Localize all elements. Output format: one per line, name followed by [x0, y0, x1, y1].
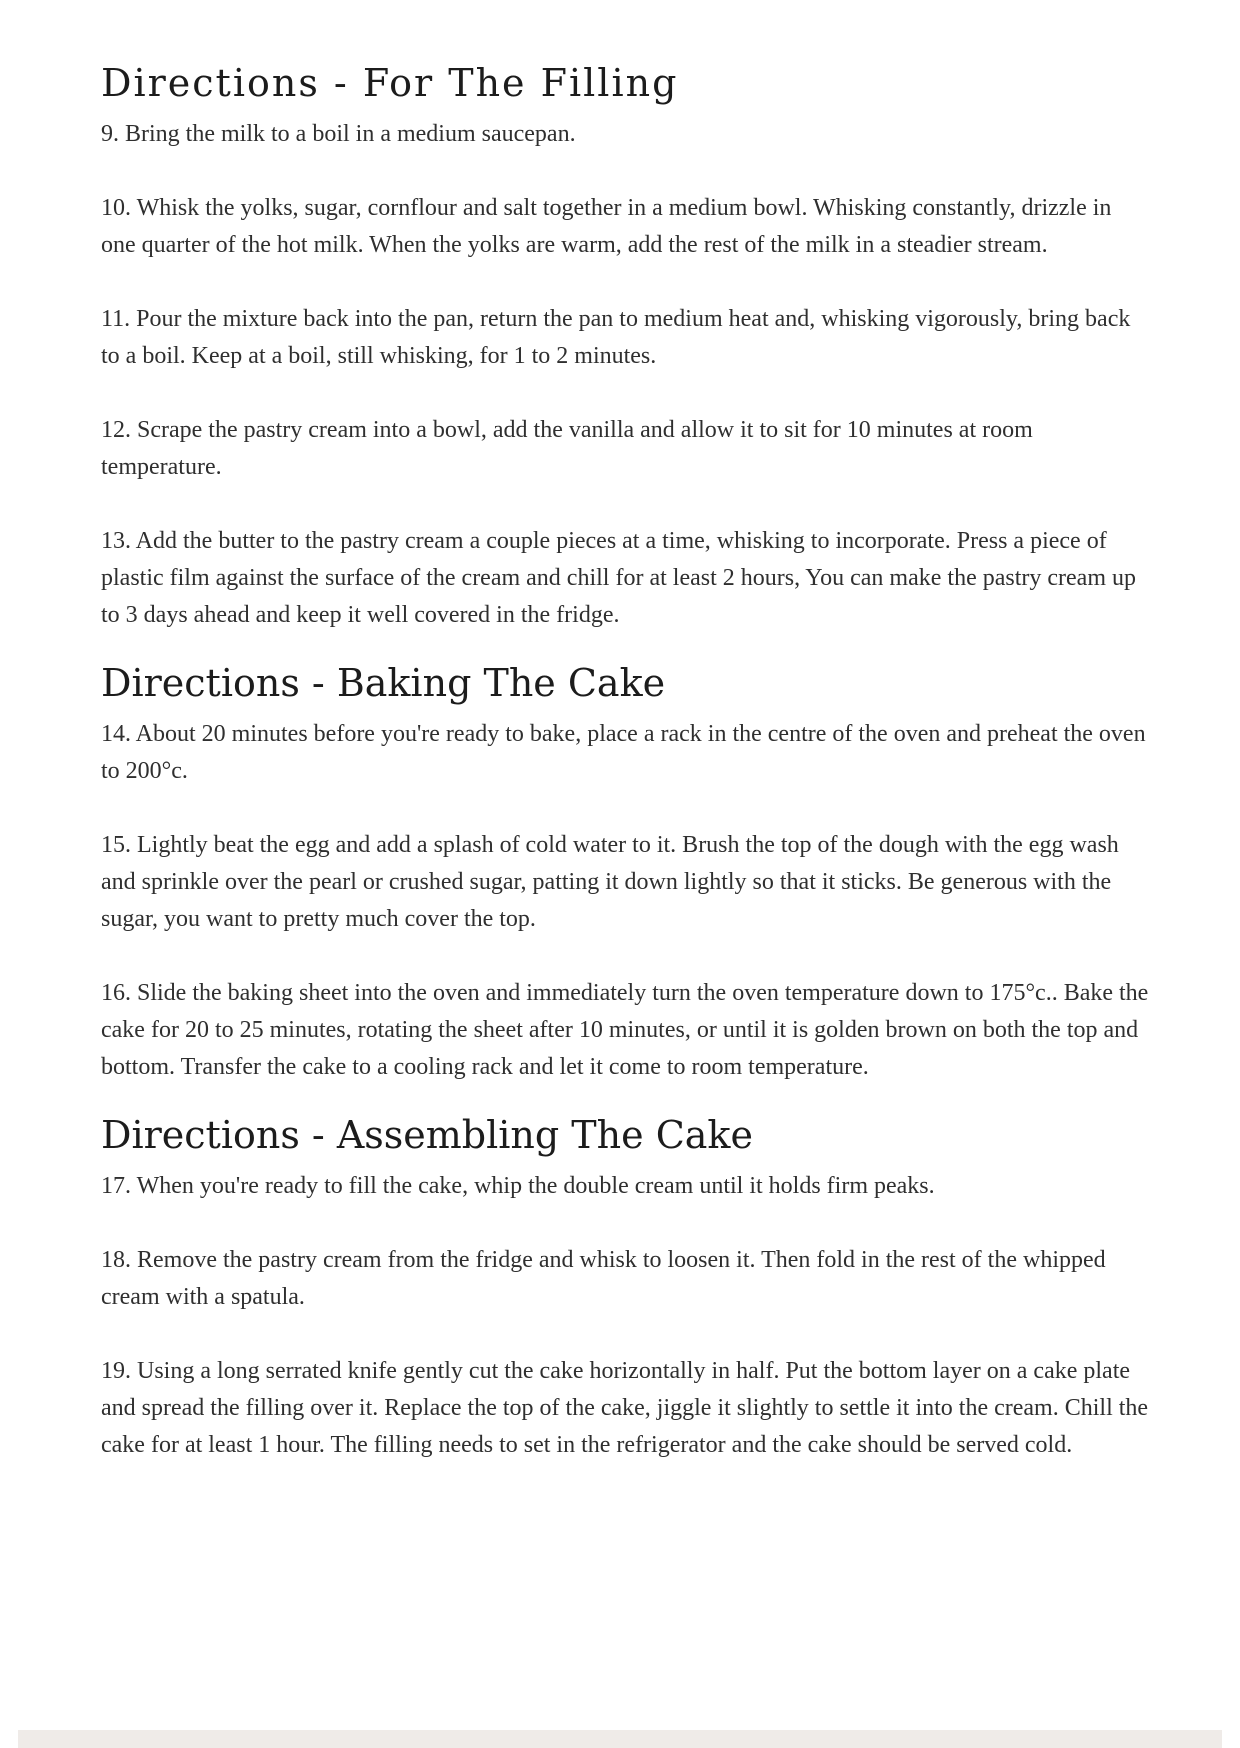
baking-section: [101, 656, 1151, 1086]
step-12: 12. Scrape the pastry cream into a bowl, add the vanilla and allow it to sit for 10 minutes at room temperature.: [101, 417, 1033, 480]
step-10: 10. Whisk the yolks, sugar, cornflour and salt together in a medium bowl. Whisking constantly, drizzle in one quarter of the hot milk. When the yolks are warm, add the rest of the milk in a steadier stream.: [101, 195, 1112, 258]
step-18: 18. Remove the pastry cream from the fridge and whisk to loosen it. Then fold in the rest of the whipped cream with a spatula.: [101, 1247, 1106, 1310]
step-9: 9. Bring the milk to a boil in a medium saucepan.: [101, 121, 576, 147]
filling-section-title: Directions - For The Filling: [101, 61, 679, 105]
step-16: 16. Slide the baking sheet into the oven and immediately turn the oven temperature down to 175°c.. Bake the cake for 20 to 25 minutes, rotating the sheet after 10 minutes, or until it is golden brown on both the top and bottom. Transfer the cake to a cooling rack and let it come to room temperature.: [101, 980, 1149, 1080]
footer-band: [18, 1730, 1222, 1748]
step-14: 14. About 20 minutes before you're ready to bake, place a rack in the centre of the oven and preheat the oven to 200°c.: [101, 721, 1146, 784]
assembling-section: [101, 1108, 1151, 1464]
step-11: 11. Pour the mixture back into the pan, return the pan to medium heat and, whisking vigorously, bring back to a boil. Keep at a boil, still whisking, for 1 to 2 minutes.: [101, 306, 1131, 369]
baking-section-title: Directions - Baking The Cake: [101, 661, 666, 705]
step-17: 17. When you're ready to fill the cake, whip the double cream until it holds firm peaks.: [101, 1173, 935, 1199]
assembling-section-title: Directions - Assembling The Cake: [101, 1113, 753, 1157]
filling-section: [101, 56, 1151, 634]
step-13: 13. Add the butter to the pastry cream a couple pieces at a time, whisking to incorporate. Press a piece of plastic film against the surface of the cream and chill for at least 2 hours, You can make the pastry cream up to 3 days ahead and keep it well covered in the fridge.: [101, 528, 1136, 628]
step-19: 19. Using a long serrated knife gently cut the cake horizontally in half. Put the bottom layer on a cake plate and spread the filling over it. Replace the top of the cake, jiggle it slightly to settle it into the cream. Chill the cake for at least 1 hour. The filling needs to set in the refrigerator and the cake should be served cold.: [101, 1358, 1149, 1458]
step-15: 15. Lightly beat the egg and add a splash of cold water to it. Brush the top of the dough with the egg wash and sprinkle over the pearl or crushed sugar, patting it down lightly so that it sticks. Be generous with the sugar, you want to pretty much cover the top.: [101, 832, 1119, 932]
recipe-directions: [101, 56, 1151, 1464]
